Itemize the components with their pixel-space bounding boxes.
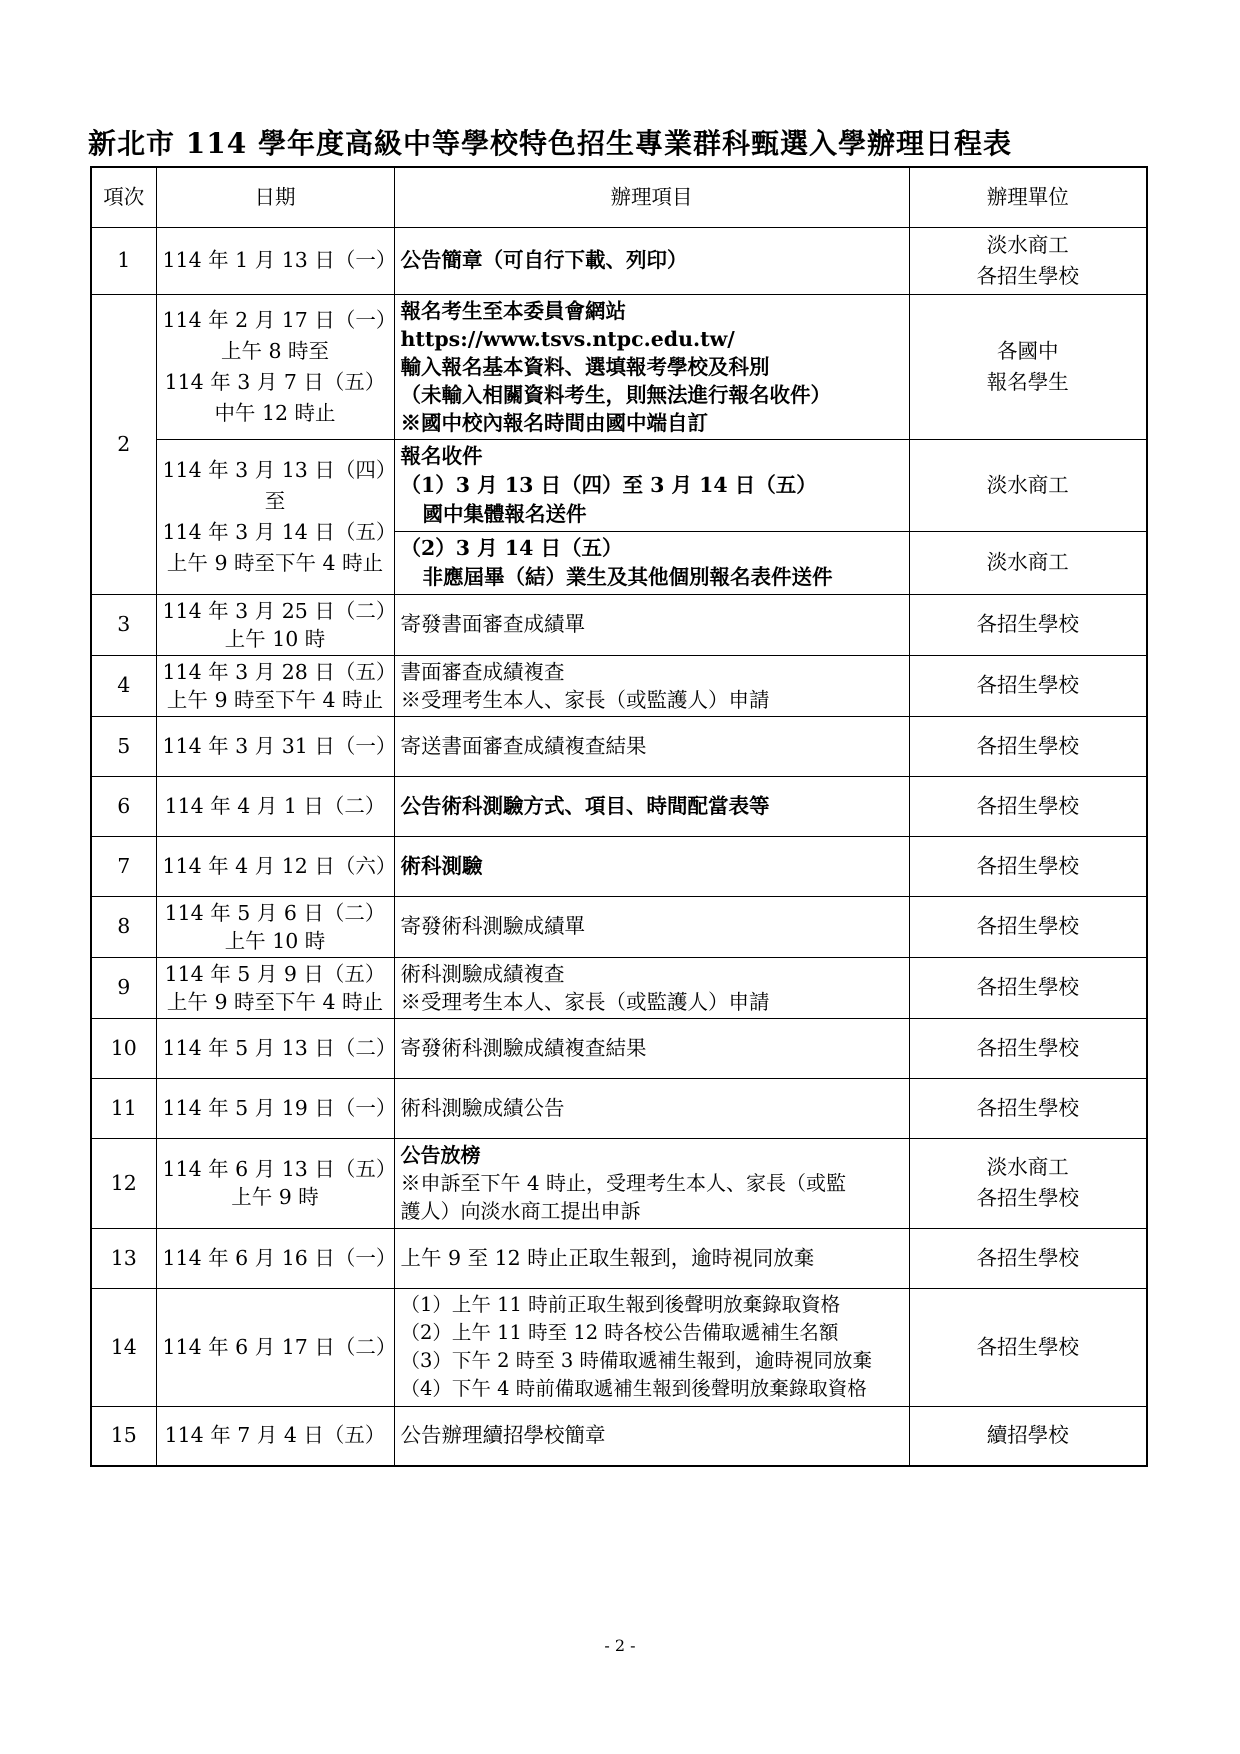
row-number: 4	[91, 655, 156, 716]
row-number: 10	[91, 1018, 156, 1078]
website-url: https://www.tsvs.ntpc.edu.tw/	[400, 326, 735, 351]
row-date: 114 年 7 月 4 日（五）	[156, 1406, 394, 1466]
row-date: 114 年 3 月 28 日（五） 上午 9 時至下午 4 時止	[156, 655, 394, 716]
header-task: 辦理項目	[394, 167, 909, 227]
table-row	[91, 836, 1147, 896]
row-date: 114 年 6 月 16 日（一）	[156, 1228, 394, 1288]
row-number: 3	[91, 594, 156, 655]
table-row	[91, 1018, 1147, 1078]
row-date: 114 年 3 月 25 日（二） 上午 10 時	[156, 594, 394, 655]
row-date: 114 年 4 月 1 日（二）	[156, 776, 394, 836]
table-row	[91, 294, 1147, 439]
row-unit: 各招生學校	[909, 957, 1147, 1018]
row-task: 公告辦理續招學校簡章	[394, 1406, 909, 1466]
row-task: 術科測驗成績公告	[394, 1078, 909, 1138]
row-unit: 淡水商工 各招生學校	[909, 227, 1147, 294]
row-number: 11	[91, 1078, 156, 1138]
row-task: 公告術科測驗方式、項目、時間配當表等	[394, 776, 909, 836]
row-unit: 各招生學校	[909, 776, 1147, 836]
row-unit: 續招學校	[909, 1406, 1147, 1466]
row-unit: 各招生學校	[909, 594, 1147, 655]
table-row	[91, 896, 1147, 957]
row-unit: 各招生學校	[909, 1078, 1147, 1138]
row-date: 114 年 6 月 17 日（二）	[156, 1288, 394, 1406]
table-row	[91, 594, 1147, 655]
table-row	[91, 1138, 1147, 1228]
row-task: 術科測驗	[394, 836, 909, 896]
row-unit: 淡水商工 各招生學校	[909, 1138, 1147, 1228]
row-unit: 各招生學校	[909, 1288, 1147, 1406]
row-date: 114 年 5 月 13 日（二）	[156, 1018, 394, 1078]
header-unit: 辦理單位	[909, 167, 1147, 227]
row-task: 術科測驗成績複查 ※受理考生本人、家長（或監護人）申請	[394, 957, 909, 1018]
row-task: 公告放榜 ※申訴至下午 4 時止，受理考生本人、家長（或監 護人）向淡水商工提出申訴	[394, 1138, 909, 1228]
page-number: - 2 -	[604, 1636, 636, 1655]
table-row	[91, 716, 1147, 776]
row-date: 114 年 6 月 13 日（五） 上午 9 時	[156, 1138, 394, 1228]
row-task: （2）3 月 14 日（五） 非應屆畢（結）業生及其他個別報名表件送件	[394, 531, 909, 594]
row-task: 寄送書面審查成績複查結果	[394, 716, 909, 776]
row-unit: 各招生學校	[909, 1018, 1147, 1078]
row-unit: 淡水商工	[909, 531, 1147, 594]
header-date: 日期	[156, 167, 394, 227]
row-number: 1	[91, 227, 156, 294]
row-date: 114 年 3 月 13 日（四） 至 114 年 3 月 14 日（五） 上午 9 時至下午 4 時止	[156, 439, 394, 594]
row-date: 114 年 5 月 19 日（一）	[156, 1078, 394, 1138]
table-row	[91, 439, 1147, 531]
row-date: 114 年 5 月 6 日（二） 上午 10 時	[156, 896, 394, 957]
table-row	[91, 1406, 1147, 1466]
row-number: 2	[91, 294, 156, 594]
table-row	[91, 1228, 1147, 1288]
row-unit: 各招生學校	[909, 1228, 1147, 1288]
row-unit: 各招生學校	[909, 896, 1147, 957]
row-task: 寄發術科測驗成績複查結果	[394, 1018, 909, 1078]
header-row	[91, 167, 1147, 227]
table-row	[91, 655, 1147, 716]
row-number: 5	[91, 716, 156, 776]
row-unit: 各國中 報名學生	[909, 294, 1147, 439]
row-unit: 各招生學校	[909, 716, 1147, 776]
table-row	[91, 227, 1147, 294]
row-task: 上午 9 至 12 時止正取生報到，逾時視同放棄	[394, 1228, 909, 1288]
schedule-table	[90, 166, 1148, 1467]
row-number: 9	[91, 957, 156, 1018]
row-number: 7	[91, 836, 156, 896]
row-date: 114 年 2 月 17 日（一） 上午 8 時至 114 年 3 月 7 日（五） 中午 12 時止	[156, 294, 394, 439]
table-row	[91, 776, 1147, 836]
row-number: 12	[91, 1138, 156, 1228]
row-date: 114 年 3 月 31 日（一）	[156, 716, 394, 776]
row-number: 15	[91, 1406, 156, 1466]
row-task: 寄發術科測驗成績單	[394, 896, 909, 957]
row-unit: 淡水商工	[909, 439, 1147, 531]
row-unit: 各招生學校	[909, 836, 1147, 896]
row-task: 報名考生至本委員會網站 https://www.tsvs.ntpc.edu.tw/ 輸入報名基本資料、選填報考學校及科別 （未輸入相關資料考生，則無法進行報名收件） ※國中校內報名時間由國中端自訂	[394, 294, 909, 439]
row-task: 書面審查成績複查 ※受理考生本人、家長（或監護人）申請	[394, 655, 909, 716]
row-date: 114 年 1 月 13 日（一）	[156, 227, 394, 294]
row-number: 13	[91, 1228, 156, 1288]
row-task: 寄發書面審查成績單	[394, 594, 909, 655]
row-task: 公告簡章（可自行下載、列印）	[394, 227, 909, 294]
table-row	[91, 957, 1147, 1018]
row-number: 14	[91, 1288, 156, 1406]
row-number: 6	[91, 776, 156, 836]
row-task: 報名收件 （1）3 月 13 日（四）至 3 月 14 日（五） 國中集體報名送件	[394, 439, 909, 531]
row-unit: 各招生學校	[909, 655, 1147, 716]
header-item: 項次	[91, 167, 156, 227]
row-date: 114 年 4 月 12 日（六）	[156, 836, 394, 896]
row-task: （1）上午 11 時前正取生報到後聲明放棄錄取資格 （2）上午 11 時至 12 時各校公告備取遞補生名額 （3）下午 2 時至 3 時備取遞補生報到，逾時視同放棄 （4）下午 4 時前備取遞補生報到後聲明放棄錄取資格	[394, 1288, 909, 1406]
row-date: 114 年 5 月 9 日（五） 上午 9 時至下午 4 時止	[156, 957, 394, 1018]
document-title: 新北市 114 學年度高級中等學校特色招生專業群科甄選入學辦理日程表	[88, 127, 1012, 160]
table-row	[91, 1078, 1147, 1138]
table-row	[91, 1288, 1147, 1406]
row-number: 8	[91, 896, 156, 957]
